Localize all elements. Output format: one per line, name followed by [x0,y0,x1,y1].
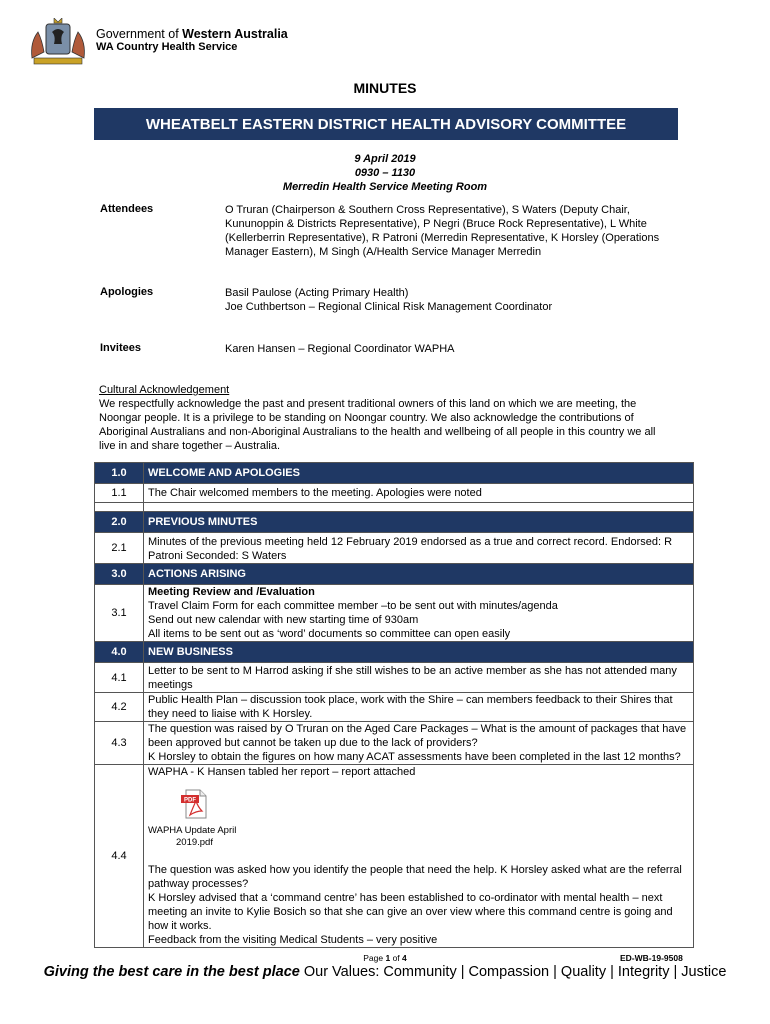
agenda-item-row [95,533,694,564]
document-code: ED-WB-19-9508 [620,953,683,963]
apology-2: Joe Cuthbertson – Regional Clinical Risk Management Coordinator [225,301,553,313]
section-row [95,512,694,533]
meeting-date: 9 April 2019 [354,153,416,165]
agenda-item-row [95,765,694,948]
item-text: The Chair welcomed members to the meeting. Apologies were noted [144,484,694,503]
pdf-attachment[interactable] [148,789,689,849]
acknowledgement-heading: Cultural Acknowledgement [99,384,230,396]
section-title: PREVIOUS MINUTES [144,512,694,533]
item-line: K Horsley advised that a ‘command centre’ has been established to co-ordinator with mental health – next meeting an invite to Kylie Bosich so that she can give an over view where this command centre is going and how it works. [148,892,673,932]
item-line: The question was asked how you identify the people that need the help. K Horsley asked what are the referral pathway processes? [148,864,682,890]
section-number: 3.0 [95,564,144,585]
item-line: The question was raised by O Truran on the Aged Care Packages – What is the amount of packages that have been approved but cannot be taken up due to the lack of providers? [148,723,687,749]
item-text [144,585,694,642]
item-number: 3.1 [95,585,144,642]
committee-name: WHEATBELT EASTERN DISTRICT HEALTH ADVISORY COMMITTEE [145,115,627,133]
agenda-item-row [95,663,694,693]
agenda-item-row [95,693,694,722]
apology-1: Basil Paulose (Acting Primary Health) [225,287,409,299]
pdf-filename[interactable]: WAPHA Update April 2019.pdf [148,825,237,848]
section-row [95,564,694,585]
item-line: Feedback from the visiting Medical Students – very positive [148,934,438,946]
meeting-details [0,152,770,194]
government-heading: Government of Western Australia [96,27,288,41]
section-title: NEW BUSINESS [144,642,694,663]
agenda-item-row [95,585,694,642]
page-number: Page 1 of 4 [363,953,407,963]
agenda-table [94,462,694,948]
acknowledgement-text: We respectfully acknowledge the past and present traditional owners of this land on which we are meeting, the Noongar people. It is a privilege to be standing on Noongar country. We also acknowledge the contributions of Aboriginal Australians and non-Aboriginal Australians to the health and wellbeing of all people in this country we all live in and share together – Australia. [99,398,656,452]
apologies-text [225,286,675,314]
item-text: Minutes of the previous meeting held 12 February 2019 endorsed as a true and correct record. Endorsed: R Patroni Seconded: S Waters [144,533,694,564]
pdf-file-icon[interactable] [180,789,210,819]
item-line: WAPHA - K Hansen tabled her report – report attached [148,766,416,778]
item-line: All items to be sent out as ‘word’ documents so committee can open easily [148,628,511,640]
item-text: Public Health Plan – discussion took place, work with the Shire – can members feedback to their Shires that they need to liaise with K Horsley. [144,693,694,722]
item-number: 1.1 [95,484,144,503]
section-number: 1.0 [95,463,144,484]
meeting-location: Merredin Health Service Meeting Room [282,181,488,193]
item-line: Travel Claim Form for each committee member –to be sent out with minutes/agenda [148,600,558,612]
section-row [95,642,694,663]
item-number: 2.1 [95,533,144,564]
item-number: 4.1 [95,663,144,693]
item-number: 4.4 [95,765,144,948]
service-heading: WA Country Health Service [96,41,238,53]
agenda-item-row [95,722,694,765]
meeting-time: 0930 – 1130 [354,167,416,179]
committee-banner [94,108,678,140]
item-number: 4.2 [95,693,144,722]
item-text [144,722,694,765]
document-title: MINUTES [353,80,417,96]
item-line: K Horsley to obtain the figures on how many ACAT assessments have been completed in the last 12 months? [148,751,681,763]
footer-tagline: Giving the best care in the best place Our Values: Community | Compassion | Quality | Integrity | Justice [43,964,727,980]
item-line: Send out new calendar with new starting time of 930am [148,614,419,626]
section-number: 4.0 [95,642,144,663]
invitees-text: Karen Hansen – Regional Coordinator WAPHA [225,343,455,355]
attendees-text: O Truran (Chairperson & Southern Cross Representative), S Waters (Deputy Chair, Kununoppin & Districts Representative), P Negri (Bruce Rock Representative), L White (Kellerberrin Representative), R Patroni (Merredin Representative, K Horsley (Operations Manager Eastern), M Singh (A/Health Service Manager Merredin [225,204,660,258]
invitees-label: Invitees [100,342,141,354]
section-title: WELCOME AND APOLOGIES [144,463,694,484]
agenda-item-row [95,484,694,503]
attendees-label: Attendees [100,203,154,215]
item-heading: Meeting Review and /Evaluation [148,586,315,598]
section-row [95,463,694,484]
apologies-label: Apologies [100,286,154,298]
item-number: 4.3 [95,722,144,765]
section-number: 2.0 [95,512,144,533]
item-text [144,765,694,948]
cultural-acknowledgement [99,383,669,453]
wa-government-crest-icon [26,18,90,66]
section-title: ACTIONS ARISING [144,564,694,585]
item-text: Letter to be sent to M Harrod asking if she still wishes to be an active member as she has not attended many meetings [144,663,694,693]
svg-text:PDF: PDF [184,797,196,804]
